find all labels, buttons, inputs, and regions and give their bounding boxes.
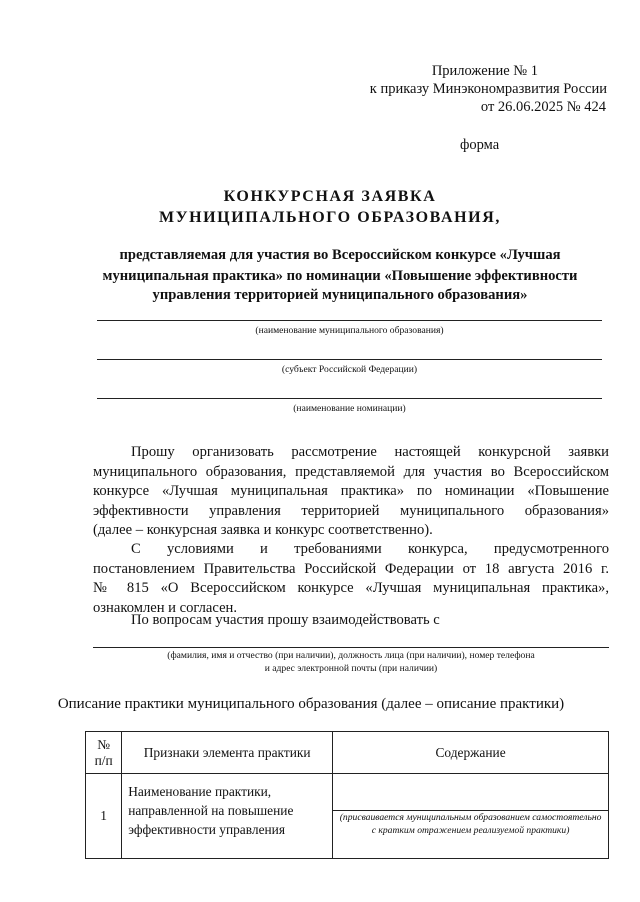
row-number: 1 bbox=[86, 774, 122, 859]
practice-table bbox=[85, 731, 609, 859]
appendix-number: Приложение № 1 bbox=[431, 63, 538, 79]
paragraph-line: эффективности управления территорией муниципального образования» bbox=[93, 502, 609, 519]
row-sign-line-2: направленной на повышение bbox=[128, 803, 294, 818]
municipality-field-line[interactable] bbox=[97, 320, 602, 321]
contact-caption-line-1: (фамилия, имя и отчество (при наличии), должность лица (при наличии), номер телефона bbox=[167, 650, 535, 661]
header-number-line-1: № bbox=[97, 736, 110, 752]
contact-caption-line-2: и адрес электронной почты (при наличии) bbox=[264, 662, 438, 674]
row-content bbox=[333, 774, 609, 859]
paragraph-line: муниципального образования, представляемой для участия во Всероссийском bbox=[93, 463, 609, 480]
contact-paragraph: По вопросам участия прошу взаимодействовать с bbox=[131, 612, 440, 628]
paragraph-line: С условиями и требованиями конкурса, предусмотренного bbox=[131, 541, 609, 557]
form-label: форма bbox=[460, 137, 500, 153]
section-heading: Описание практики муниципального образования (далее – описание практики) bbox=[57, 696, 565, 712]
header-content: Содержание bbox=[333, 732, 609, 774]
row-sign-line-1: Наименование практики, bbox=[128, 784, 272, 799]
nomination-caption: (наименование номинации) bbox=[293, 403, 406, 414]
paragraph-line: (далее – конкурсная заявка и конкурс соответственно). bbox=[93, 522, 433, 538]
content-note: (присваивается муниципальным образованием самостоятельно с кратким отражением реализуемой практики) bbox=[339, 812, 602, 836]
paragraph-line: Прошу организовать рассмотрение настоящей конкурсной заявки bbox=[131, 444, 609, 460]
paragraph-line: ознакомлен и согласен. bbox=[93, 599, 237, 616]
municipality-caption: (наименование муниципального образования) bbox=[255, 325, 444, 336]
subtitle-line-3: управления территорией муниципального образования» bbox=[152, 287, 528, 303]
appendix-order: к приказу Минэкономразвития России bbox=[369, 81, 607, 97]
title-line-2: МУНИЦИПАЛЬНОГО ОБРАЗОВАНИЯ, bbox=[159, 209, 501, 226]
paragraph-line: конкурсе «Лучшая муниципальная практика» по номинации «Повышение bbox=[93, 483, 609, 499]
paragraph-line: постановлением Правительства Российской Федерации от 18 августа 2016 г. bbox=[93, 560, 609, 577]
subtitle-line-2: муниципальная практика» по номинации «Повышение эффективности bbox=[102, 268, 578, 284]
subtitle-line-1: представляемая для участия во Всероссийском конкурсе «Лучшая bbox=[119, 247, 561, 263]
header-number-line-2: п/п bbox=[94, 752, 113, 768]
request-paragraph bbox=[93, 443, 609, 541]
contact-field-line[interactable] bbox=[93, 647, 609, 648]
contact-caption bbox=[93, 650, 609, 675]
region-caption: (субъект Российской Федерации) bbox=[281, 364, 418, 375]
conditions-paragraph bbox=[93, 540, 609, 618]
nomination-field-line[interactable] bbox=[97, 398, 602, 399]
paragraph-line: № 815 «О Всероссийском конкурсе «Лучшая муниципальная практика», bbox=[93, 580, 609, 596]
row-sign bbox=[122, 774, 333, 859]
table-header-row bbox=[86, 732, 609, 774]
row-sign-line-3: эффективности управления bbox=[128, 822, 286, 837]
appendix-date: от 26.06.2025 № 424 bbox=[480, 99, 606, 115]
region-field-line[interactable] bbox=[97, 359, 602, 360]
content-input-area[interactable] bbox=[333, 774, 608, 811]
table-row bbox=[86, 774, 609, 859]
header-sign: Признаки элемента практики bbox=[122, 732, 333, 774]
header-number bbox=[86, 732, 122, 774]
title-line-1: КОНКУРСНАЯ ЗАЯВКА bbox=[223, 188, 437, 205]
